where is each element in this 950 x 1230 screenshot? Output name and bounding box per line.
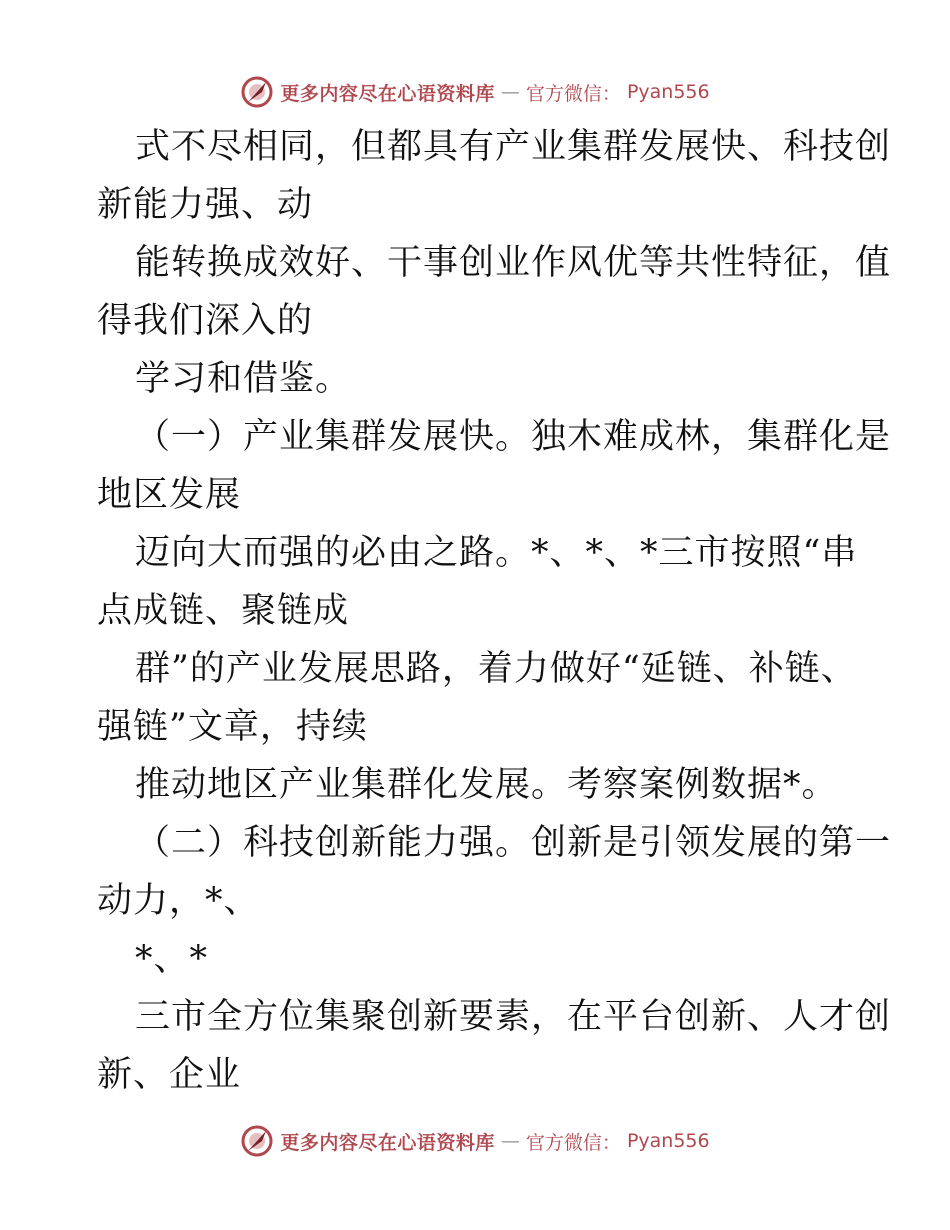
text-line-15: *、* — [135, 939, 209, 979]
watermark-brand-text: 更多内容尽在心语资料库 — [280, 82, 495, 105]
text-line-11: 强链”文章，持续 — [97, 707, 368, 747]
text-line-1: 式不尽相同，但都具有产业集群发展快、科技创 — [135, 127, 892, 167]
text-line-5: 学习和借鉴。 — [135, 359, 352, 399]
text-line-4: 得我们深入的 — [97, 301, 314, 341]
footer-watermark — [0, 1121, 950, 1161]
text-line-14: 动力，*、 — [97, 881, 260, 921]
watermark-wechat-id: Pyan556 — [626, 1130, 710, 1152]
text-line-9: 点成链、聚链成 — [97, 591, 350, 631]
text-line-2: 新能力强、动 — [97, 185, 314, 225]
quill-logo-icon — [240, 75, 274, 109]
quill-logo-icon — [240, 1124, 274, 1158]
watermark-official-label: 官方微信： — [525, 1131, 621, 1154]
text-line-10: 群”的产业发展思路，着力做好“延链、补链、 — [135, 649, 857, 689]
watermark-wechat-id: Pyan556 — [626, 81, 710, 103]
watermark-separator: — — [500, 81, 520, 103]
watermark-official-label: 官方微信： — [525, 82, 621, 105]
text-line-12: 推动地区产业集群化发展。考察案例数据*。 — [135, 765, 838, 805]
text-line-8: 迈向大而强的必由之路。*、*、*三市按照“串 — [135, 533, 858, 573]
text-line-17: 新、企业 — [97, 1055, 242, 1095]
text-line-16: 三市全方位集聚创新要素，在平台创新、人才创 — [135, 997, 892, 1037]
document-body — [97, 118, 892, 1104]
watermark-brand-text: 更多内容尽在心语资料库 — [280, 1131, 495, 1154]
text-line-6: （一）产业集群发展快。独木难成林，集群化是 — [135, 417, 892, 457]
text-line-7: 地区发展 — [97, 475, 242, 515]
text-line-3: 能转换成效好、干事创业作风优等共性特征，值 — [135, 243, 892, 283]
text-line-13: （二）科技创新能力强。创新是引领发展的第一 — [135, 823, 892, 863]
watermark-separator: — — [500, 1130, 520, 1152]
header-watermark — [0, 72, 950, 112]
